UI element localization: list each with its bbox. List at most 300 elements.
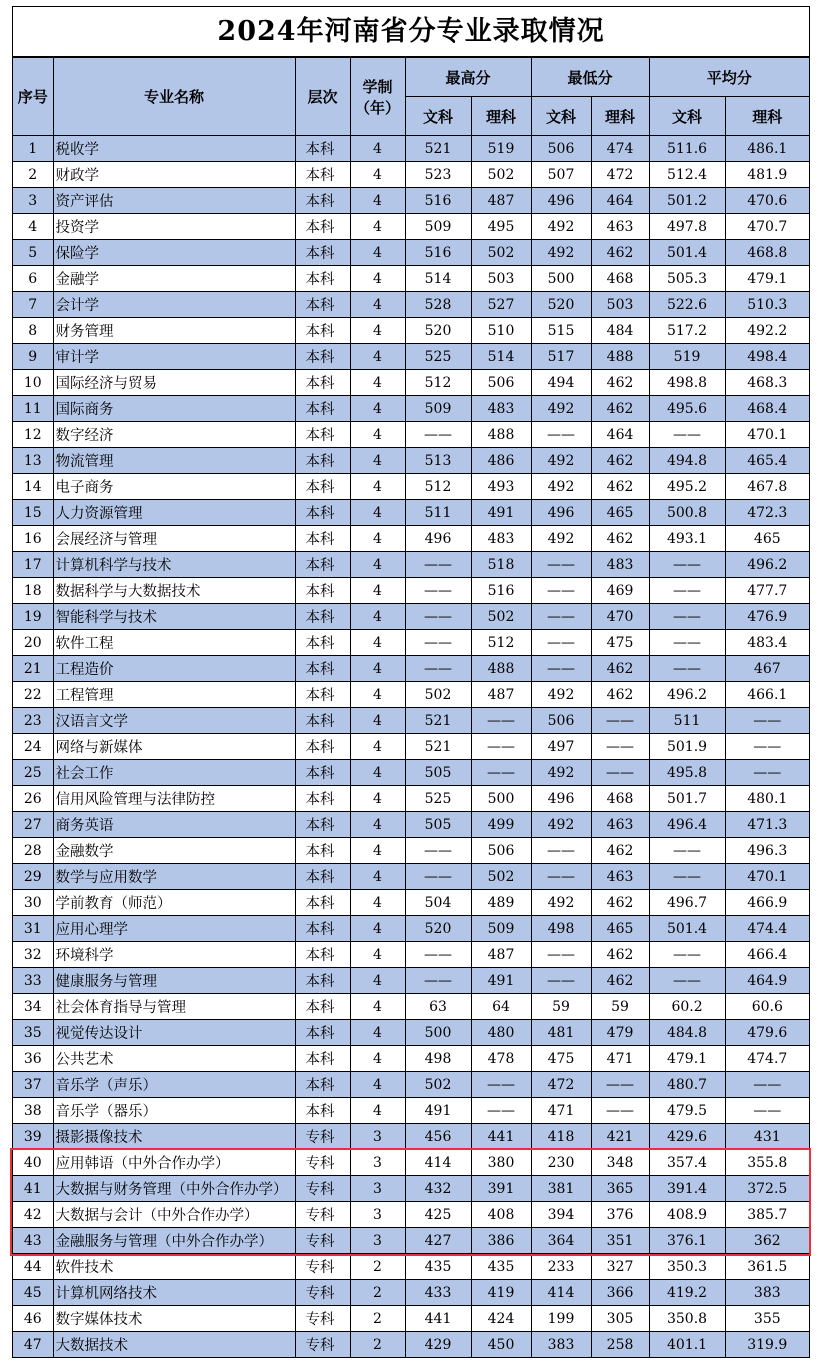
- cell-name: 计算机网络技术: [53, 1280, 295, 1306]
- cell-level: 本科: [295, 890, 350, 916]
- cell-level: 本科: [295, 604, 350, 630]
- cell-min-science: 463: [591, 864, 649, 890]
- cell-avg-science: 361.5: [725, 1254, 809, 1280]
- cell-avg-science: 431: [725, 1124, 809, 1150]
- cell-level: 本科: [295, 188, 350, 214]
- table-row: [13, 890, 809, 916]
- cell-name: 会计学: [53, 292, 295, 318]
- cell-min-arts: 496: [531, 188, 591, 214]
- cell-seq: 2: [13, 162, 53, 188]
- cell-level: 本科: [295, 344, 350, 370]
- cell-max-arts: ——: [405, 838, 471, 864]
- cell-years: 4: [350, 734, 405, 760]
- cell-max-arts: 491: [405, 1098, 471, 1124]
- cell-name: 会展经济与管理: [53, 526, 295, 552]
- cell-name: 财政学: [53, 162, 295, 188]
- cell-max-arts: 502: [405, 682, 471, 708]
- cell-max-science: 488: [471, 422, 531, 448]
- cell-years: 4: [350, 786, 405, 812]
- table-row: [13, 1020, 809, 1046]
- cell-seq: 17: [13, 552, 53, 578]
- table-row: [13, 838, 809, 864]
- cell-max-science: 486: [471, 448, 531, 474]
- cell-min-arts: 494: [531, 370, 591, 396]
- cell-min-arts: 472: [531, 1072, 591, 1098]
- cell-min-science: 462: [591, 968, 649, 994]
- cell-level: 本科: [295, 370, 350, 396]
- cell-name: 资产评估: [53, 188, 295, 214]
- cell-years: 4: [350, 994, 405, 1020]
- cell-avg-science: 474.7: [725, 1046, 809, 1072]
- cell-min-arts: 414: [531, 1280, 591, 1306]
- cell-min-arts: 496: [531, 786, 591, 812]
- cell-seq: 24: [13, 734, 53, 760]
- cell-avg-arts: ——: [649, 552, 725, 578]
- cell-avg-arts: 401.1: [649, 1332, 725, 1358]
- cell-name: 音乐学（声乐）: [53, 1072, 295, 1098]
- cell-min-science: 59: [591, 994, 649, 1020]
- table-row: [13, 578, 809, 604]
- cell-level: 本科: [295, 552, 350, 578]
- cell-years: 4: [350, 1020, 405, 1046]
- cell-seq: 23: [13, 708, 53, 734]
- cell-years: 4: [350, 474, 405, 500]
- cell-max-arts: 525: [405, 344, 471, 370]
- cell-min-science: 465: [591, 916, 649, 942]
- cell-seq: 46: [13, 1306, 53, 1332]
- header-years-line2: （年）: [354, 98, 400, 117]
- cell-avg-arts: 501.4: [649, 240, 725, 266]
- cell-seq: 31: [13, 916, 53, 942]
- table-title: 2024年河南省分专业录取情况: [13, 7, 809, 57]
- cell-years: 4: [350, 942, 405, 968]
- cell-min-science: 462: [591, 838, 649, 864]
- cell-avg-arts: 501.4: [649, 916, 725, 942]
- cell-max-arts: 427: [405, 1228, 471, 1254]
- cell-seq: 19: [13, 604, 53, 630]
- cell-avg-arts: ——: [649, 864, 725, 890]
- cell-max-science: 408: [471, 1202, 531, 1228]
- cell-avg-arts: ——: [649, 604, 725, 630]
- cell-max-arts: 414: [405, 1150, 471, 1176]
- cell-min-science: ——: [591, 1072, 649, 1098]
- cell-avg-science: 498.4: [725, 344, 809, 370]
- table-row: [13, 812, 809, 838]
- cell-min-science: 376: [591, 1202, 649, 1228]
- cell-max-science: 488: [471, 656, 531, 682]
- cell-max-science: 502: [471, 604, 531, 630]
- cell-seq: 34: [13, 994, 53, 1020]
- cell-max-arts: 505: [405, 760, 471, 786]
- cell-max-science: 419: [471, 1280, 531, 1306]
- cell-avg-science: 472.3: [725, 500, 809, 526]
- table-row: [13, 760, 809, 786]
- cell-seq: 41: [13, 1176, 53, 1202]
- cell-avg-arts: 350.3: [649, 1254, 725, 1280]
- header-max: 最高分: [405, 58, 531, 97]
- cell-max-science: 510: [471, 318, 531, 344]
- cell-name: 大数据与财务管理（中外合作办学）: [53, 1176, 295, 1202]
- cell-min-arts: 492: [531, 214, 591, 240]
- cell-seq: 39: [13, 1124, 53, 1150]
- table-row: [13, 162, 809, 188]
- cell-level: 本科: [295, 968, 350, 994]
- cell-name: 音乐学（器乐）: [53, 1098, 295, 1124]
- cell-seq: 22: [13, 682, 53, 708]
- table-row: [13, 448, 809, 474]
- cell-max-arts: 429: [405, 1332, 471, 1358]
- cell-level: 本科: [295, 318, 350, 344]
- cell-max-science: 527: [471, 292, 531, 318]
- cell-avg-science: 477.7: [725, 578, 809, 604]
- cell-avg-science: 383: [725, 1280, 809, 1306]
- cell-name: 社会工作: [53, 760, 295, 786]
- cell-avg-arts: 501.2: [649, 188, 725, 214]
- cell-avg-arts: 376.1: [649, 1228, 725, 1254]
- cell-max-arts: 502: [405, 1072, 471, 1098]
- cell-min-arts: 500: [531, 266, 591, 292]
- cell-years: 4: [350, 318, 405, 344]
- cell-max-arts: 505: [405, 812, 471, 838]
- cell-avg-arts: ——: [649, 838, 725, 864]
- cell-name: 人力资源管理: [53, 500, 295, 526]
- cell-min-arts: 475: [531, 1046, 591, 1072]
- cell-max-arts: 523: [405, 162, 471, 188]
- cell-min-arts: ——: [531, 552, 591, 578]
- cell-min-arts: 492: [531, 812, 591, 838]
- cell-min-arts: ——: [531, 604, 591, 630]
- cell-avg-arts: 495.2: [649, 474, 725, 500]
- cell-years: 4: [350, 604, 405, 630]
- cell-avg-arts: 498.8: [649, 370, 725, 396]
- cell-min-science: 365: [591, 1176, 649, 1202]
- cell-seq: 30: [13, 890, 53, 916]
- table-row: [13, 344, 809, 370]
- cell-avg-arts: ——: [649, 942, 725, 968]
- cell-years: 4: [350, 1046, 405, 1072]
- cell-name: 摄影摄像技术: [53, 1124, 295, 1150]
- cell-years: 4: [350, 162, 405, 188]
- cell-years: 4: [350, 682, 405, 708]
- header-avg: 平均分: [649, 58, 809, 97]
- cell-years: 4: [350, 656, 405, 682]
- cell-avg-science: 319.9: [725, 1332, 809, 1358]
- cell-years: 4: [350, 1072, 405, 1098]
- cell-seq: 42: [13, 1202, 53, 1228]
- cell-max-arts: ——: [405, 604, 471, 630]
- table-row: [13, 1150, 809, 1176]
- cell-avg-science: 466.4: [725, 942, 809, 968]
- cell-avg-arts: ——: [649, 968, 725, 994]
- cell-min-science: 462: [591, 370, 649, 396]
- cell-min-arts: 497: [531, 734, 591, 760]
- cell-avg-arts: 519: [649, 344, 725, 370]
- cell-max-science: 503: [471, 266, 531, 292]
- cell-level: 本科: [295, 812, 350, 838]
- cell-max-science: 487: [471, 188, 531, 214]
- cell-name: 保险学: [53, 240, 295, 266]
- cell-years: 4: [350, 500, 405, 526]
- cell-avg-science: 466.1: [725, 682, 809, 708]
- cell-name: 电子商务: [53, 474, 295, 500]
- cell-years: 2: [350, 1332, 405, 1358]
- cell-level: 本科: [295, 994, 350, 1020]
- cell-level: 本科: [295, 1072, 350, 1098]
- header-min-science: 理科: [591, 97, 649, 136]
- header-level: 层次: [295, 58, 350, 136]
- cell-name: 信用风险管理与法律防控: [53, 786, 295, 812]
- cell-max-arts: 512: [405, 474, 471, 500]
- cell-min-arts: 520: [531, 292, 591, 318]
- table-row: [13, 630, 809, 656]
- cell-min-arts: 471: [531, 1098, 591, 1124]
- cell-seq: 11: [13, 396, 53, 422]
- cell-level: 本科: [295, 656, 350, 682]
- cell-max-arts: 509: [405, 214, 471, 240]
- cell-min-science: 469: [591, 578, 649, 604]
- cell-seq: 10: [13, 370, 53, 396]
- cell-avg-arts: 496.2: [649, 682, 725, 708]
- cell-min-arts: ——: [531, 578, 591, 604]
- table-row: [13, 994, 809, 1020]
- cell-years: 4: [350, 266, 405, 292]
- cell-min-arts: 383: [531, 1332, 591, 1358]
- cell-avg-science: 470.6: [725, 188, 809, 214]
- cell-name: 数学与应用数学: [53, 864, 295, 890]
- cell-avg-science: ——: [725, 708, 809, 734]
- cell-max-arts: 432: [405, 1176, 471, 1202]
- cell-avg-science: 467.8: [725, 474, 809, 500]
- cell-min-science: 462: [591, 474, 649, 500]
- cell-seq: 8: [13, 318, 53, 344]
- header-min: 最低分: [531, 58, 649, 97]
- cell-avg-arts: 517.2: [649, 318, 725, 344]
- table-row: [13, 552, 809, 578]
- cell-name: 健康服务与管理: [53, 968, 295, 994]
- cell-level: 本科: [295, 786, 350, 812]
- cell-max-science: 487: [471, 942, 531, 968]
- header-min-arts: 文科: [531, 97, 591, 136]
- cell-min-science: 462: [591, 396, 649, 422]
- cell-avg-arts: 494.8: [649, 448, 725, 474]
- cell-level: 本科: [295, 630, 350, 656]
- cell-years: 4: [350, 214, 405, 240]
- cell-years: 4: [350, 890, 405, 916]
- cell-level: 本科: [295, 526, 350, 552]
- cell-min-science: 366: [591, 1280, 649, 1306]
- cell-max-arts: 63: [405, 994, 471, 1020]
- table-row: [13, 1228, 809, 1254]
- cell-seq: 18: [13, 578, 53, 604]
- cell-avg-science: 470.7: [725, 214, 809, 240]
- cell-max-arts: ——: [405, 864, 471, 890]
- cell-avg-science: 468.3: [725, 370, 809, 396]
- cell-avg-arts: 495.8: [649, 760, 725, 786]
- table-row: [13, 1098, 809, 1124]
- cell-min-science: 258: [591, 1332, 649, 1358]
- cell-max-arts: 521: [405, 136, 471, 162]
- cell-level: 本科: [295, 682, 350, 708]
- table-row: [13, 656, 809, 682]
- cell-years: 2: [350, 1280, 405, 1306]
- cell-avg-science: 476.9: [725, 604, 809, 630]
- header-max-science: 理科: [471, 97, 531, 136]
- cell-max-science: ——: [471, 1072, 531, 1098]
- cell-seq: 29: [13, 864, 53, 890]
- cell-min-arts: 496: [531, 500, 591, 526]
- cell-avg-science: 385.7: [725, 1202, 809, 1228]
- cell-max-arts: ——: [405, 422, 471, 448]
- cell-level: 专科: [295, 1124, 350, 1150]
- cell-avg-arts: 479.5: [649, 1098, 725, 1124]
- cell-name: 金融服务与管理（中外合作办学）: [53, 1228, 295, 1254]
- cell-max-arts: 500: [405, 1020, 471, 1046]
- cell-name: 大数据技术: [53, 1332, 295, 1358]
- cell-min-arts: 506: [531, 708, 591, 734]
- cell-max-science: 495: [471, 214, 531, 240]
- cell-min-science: 462: [591, 448, 649, 474]
- cell-avg-science: 468.4: [725, 396, 809, 422]
- header-max-arts: 文科: [405, 97, 471, 136]
- cell-max-science: 502: [471, 240, 531, 266]
- cell-max-science: 483: [471, 526, 531, 552]
- cell-name: 商务英语: [53, 812, 295, 838]
- cell-max-science: 441: [471, 1124, 531, 1150]
- cell-max-science: ——: [471, 734, 531, 760]
- cell-min-science: 475: [591, 630, 649, 656]
- cell-min-science: ——: [591, 734, 649, 760]
- cell-avg-arts: 511.6: [649, 136, 725, 162]
- cell-years: 4: [350, 136, 405, 162]
- cell-level: 本科: [295, 1046, 350, 1072]
- cell-level: 本科: [295, 708, 350, 734]
- cell-name: 物流管理: [53, 448, 295, 474]
- cell-avg-science: 480.1: [725, 786, 809, 812]
- cell-years: 3: [350, 1150, 405, 1176]
- cell-years: 4: [350, 838, 405, 864]
- cell-avg-science: 60.6: [725, 994, 809, 1020]
- cell-level: 专科: [295, 1228, 350, 1254]
- cell-seq: 7: [13, 292, 53, 318]
- cell-avg-arts: 500.8: [649, 500, 725, 526]
- cell-max-science: ——: [471, 708, 531, 734]
- cell-years: 3: [350, 1228, 405, 1254]
- cell-avg-science: 465.4: [725, 448, 809, 474]
- cell-seq: 45: [13, 1280, 53, 1306]
- cell-max-arts: 521: [405, 708, 471, 734]
- cell-min-arts: 517: [531, 344, 591, 370]
- cell-years: 4: [350, 448, 405, 474]
- cell-min-science: 327: [591, 1254, 649, 1280]
- cell-max-arts: ——: [405, 630, 471, 656]
- table-body: [13, 136, 809, 1358]
- cell-min-science: 462: [591, 682, 649, 708]
- cell-max-science: 480: [471, 1020, 531, 1046]
- cell-max-arts: 513: [405, 448, 471, 474]
- cell-max-arts: 525: [405, 786, 471, 812]
- cell-years: 4: [350, 292, 405, 318]
- cell-min-science: 483: [591, 552, 649, 578]
- cell-seq: 12: [13, 422, 53, 448]
- table-row: [13, 1072, 809, 1098]
- cell-seq: 14: [13, 474, 53, 500]
- cell-name: 公共艺术: [53, 1046, 295, 1072]
- cell-seq: 33: [13, 968, 53, 994]
- cell-seq: 40: [13, 1150, 53, 1176]
- table-row: [13, 1202, 809, 1228]
- cell-level: 本科: [295, 942, 350, 968]
- cell-avg-science: 481.9: [725, 162, 809, 188]
- cell-min-science: 474: [591, 136, 649, 162]
- cell-level: 本科: [295, 136, 350, 162]
- cell-min-arts: 492: [531, 474, 591, 500]
- cell-years: 4: [350, 370, 405, 396]
- cell-max-science: 380: [471, 1150, 531, 1176]
- cell-min-arts: ——: [531, 656, 591, 682]
- table-row: [13, 240, 809, 266]
- cell-min-arts: 233: [531, 1254, 591, 1280]
- cell-level: 本科: [295, 162, 350, 188]
- cell-avg-arts: 501.7: [649, 786, 725, 812]
- cell-level: 本科: [295, 734, 350, 760]
- cell-avg-arts: ——: [649, 422, 725, 448]
- cell-level: 本科: [295, 578, 350, 604]
- cell-min-arts: 492: [531, 448, 591, 474]
- cell-seq: 1: [13, 136, 53, 162]
- cell-max-science: 424: [471, 1306, 531, 1332]
- table-row: [13, 968, 809, 994]
- cell-min-arts: 492: [531, 240, 591, 266]
- cell-name: 国际商务: [53, 396, 295, 422]
- cell-min-science: 470: [591, 604, 649, 630]
- cell-avg-arts: 350.8: [649, 1306, 725, 1332]
- cell-level: 本科: [295, 760, 350, 786]
- cell-avg-arts: 419.2: [649, 1280, 725, 1306]
- cell-avg-arts: ——: [649, 578, 725, 604]
- table-row: [13, 188, 809, 214]
- cell-seq: 27: [13, 812, 53, 838]
- table-row: [13, 916, 809, 942]
- cell-name: 审计学: [53, 344, 295, 370]
- cell-years: 4: [350, 968, 405, 994]
- cell-seq: 4: [13, 214, 53, 240]
- cell-name: 国际经济与贸易: [53, 370, 295, 396]
- cell-name: 软件工程: [53, 630, 295, 656]
- cell-avg-arts: 496.4: [649, 812, 725, 838]
- cell-min-science: 462: [591, 942, 649, 968]
- cell-min-science: 479: [591, 1020, 649, 1046]
- cell-avg-science: 464.9: [725, 968, 809, 994]
- cell-avg-science: 468.8: [725, 240, 809, 266]
- cell-avg-science: 496.2: [725, 552, 809, 578]
- cell-max-science: 483: [471, 396, 531, 422]
- table-row: [13, 1280, 809, 1306]
- cell-max-arts: 521: [405, 734, 471, 760]
- cell-years: 4: [350, 578, 405, 604]
- cell-years: 4: [350, 1098, 405, 1124]
- table-row: [13, 292, 809, 318]
- cell-avg-science: 479.1: [725, 266, 809, 292]
- cell-name: 财务管理: [53, 318, 295, 344]
- cell-level: 本科: [295, 240, 350, 266]
- cell-max-arts: 425: [405, 1202, 471, 1228]
- cell-avg-arts: 493.1: [649, 526, 725, 552]
- table-row: [13, 708, 809, 734]
- cell-max-arts: 435: [405, 1254, 471, 1280]
- table-header: [13, 58, 809, 136]
- cell-min-arts: 492: [531, 396, 591, 422]
- cell-seq: 9: [13, 344, 53, 370]
